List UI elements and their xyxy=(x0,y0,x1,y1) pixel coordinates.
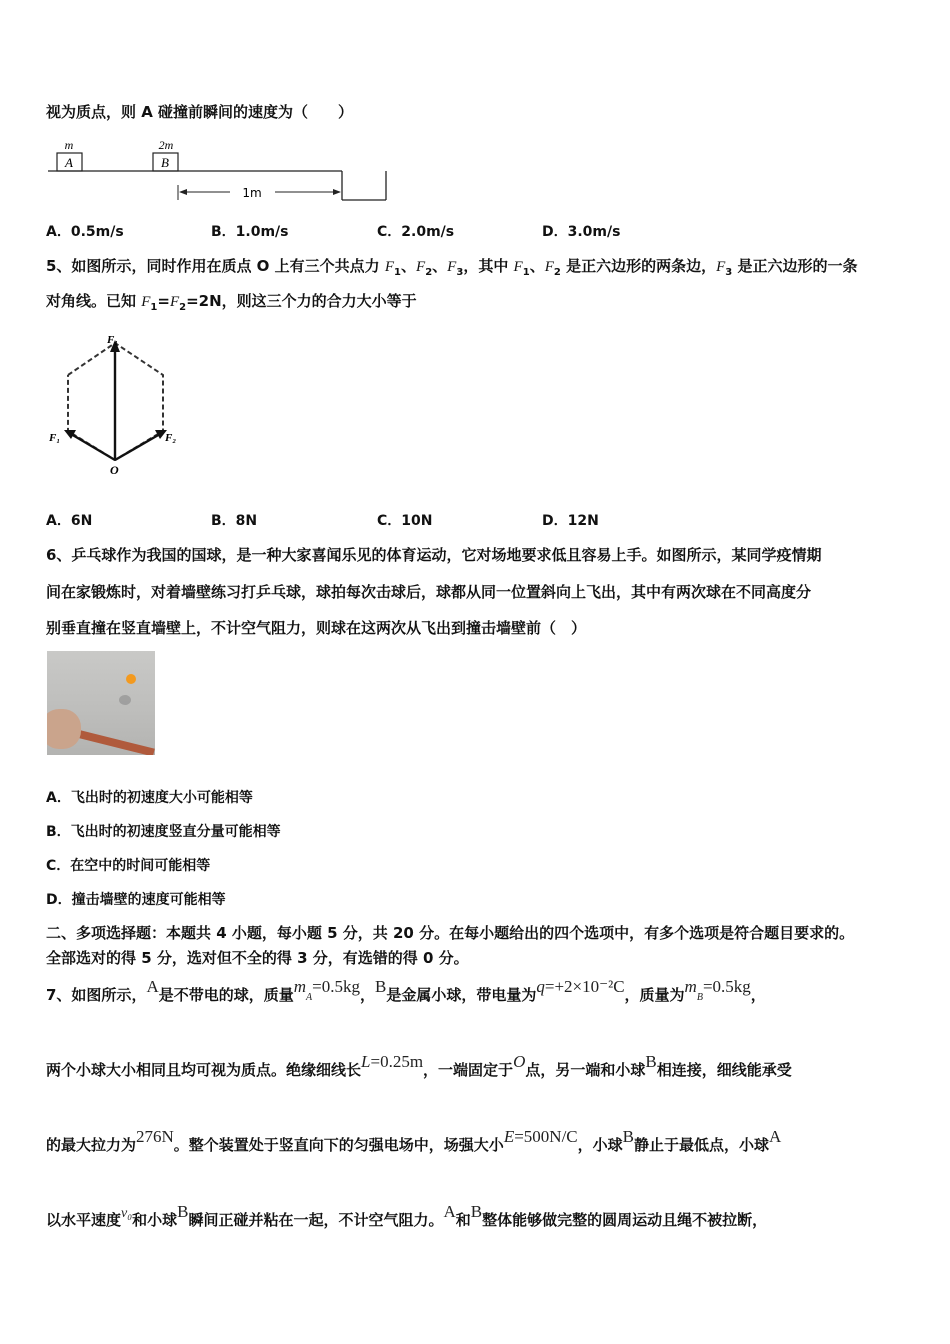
q6-line-1: 6、乒乓球作为我国的国球，是一种大家喜闻乐见的体育运动，它对场地要求低且容易上手。如图所示，某同学疫情期 xyxy=(46,546,822,564)
q5-line-1: 5、如图所示，同时作用在质点 O 上有三个共点力 $F_1$、$F_2$、$F_3$，其中 $F_1$、$F_2$ 是正六边形的两条边，$F_3$ 是正六边形的一条 xyxy=(46,257,858,278)
q5-option-a[interactable]: A．6N xyxy=(46,513,93,529)
q6-line-2: 间在家锻炼时，对着墙壁练习打乒乓球，球拍每次击球后，球都从同一位置斜向上飞出，其中有两次球在不同高度分 xyxy=(46,583,812,601)
q7-line-4: 以水平速度v₀和小球B瞬间正碰并粘在一起，不计空气阻力。A和B整体能够做完整的圆周运动且绳不被拉断， xyxy=(46,1202,768,1229)
q4-label-a: A xyxy=(65,155,73,170)
q4-option-a[interactable]: A．0.5m/s xyxy=(46,224,124,240)
q5-option-d[interactable]: D．12N xyxy=(542,513,599,529)
q7-line-1: 7、如图所示，A是不带电的球，质量$m_A=0.5kg$，B是金属小球，带电量为q=+2×10⁻²C，质量为$m_B=0.5kg$， xyxy=(46,977,766,1004)
q6-option-d[interactable]: D．撞击墙壁的速度可能相等 xyxy=(46,892,226,908)
q5-line-2: 对角线。已知 $F_1=F_2=2N$，则这三个力的合力大小等于 xyxy=(46,292,417,313)
section2-line-1: 二、多项选择题：本题共 4 小题，每小题 5 分，共 20 分。在每小题给出的四个选项中，有多个选项是符合题目要求的。 xyxy=(46,924,855,942)
q4-option-d[interactable]: D．3.0m/s xyxy=(542,224,621,240)
q4-figure xyxy=(40,134,400,206)
hand xyxy=(47,709,81,749)
q5-label-f1: F₁ xyxy=(107,334,119,346)
q4-distance: 1m xyxy=(242,186,262,200)
q5-option-c[interactable]: C．10N xyxy=(377,513,433,529)
ball-shadow xyxy=(119,695,131,705)
table-tennis-photo xyxy=(47,651,155,755)
q4-stem-tail: 视为质点，则 A 碰撞前瞬间的速度为（ ） xyxy=(46,103,354,121)
q6-option-c[interactable]: C．在空中的时间可能相等 xyxy=(46,858,211,874)
q5-option-b[interactable]: B．8N xyxy=(211,513,258,529)
section2-line-2: 全部选对的得 5 分，选对但不全的得 3 分，有选错的得 0 分。 xyxy=(46,949,469,967)
q4-option-c[interactable]: C．2.0m/s xyxy=(377,224,455,240)
q4-option-b[interactable]: B．1.0m/s xyxy=(211,224,289,240)
q5-label-f3: F₁ xyxy=(49,432,61,444)
q6-option-a[interactable]: A．飞出时的初速度大小可能相等 xyxy=(46,790,253,806)
q6-option-b[interactable]: B．飞出时的初速度竖直分量可能相等 xyxy=(46,824,281,840)
q7-line-2: 两个小球大小相同且均可视为质点。绝缘细线长L=0.25m，一端固定于O点，另一端和小球B相连接，细线能承受 xyxy=(46,1052,792,1079)
q5-label-o: O xyxy=(110,463,119,477)
ping-pong-ball xyxy=(126,674,136,684)
q5-hexagon-figure xyxy=(44,328,194,480)
q7-line-3: 的最大拉力为276N。整个装置处于竖直向下的匀强电场中，场强大小E=500N/C，小球B静止于最低点，小球A xyxy=(46,1127,782,1154)
q5-label-f2: F₂ xyxy=(165,432,177,444)
q4-mass-a: m xyxy=(64,138,74,152)
q4-mass-b: 2m xyxy=(158,138,174,152)
q4-label-b: B xyxy=(161,155,169,170)
q6-line-3: 别垂直撞在竖直墙壁上，不计空气阻力，则球在这两次从飞出到撞击墙壁前（ ） xyxy=(46,619,587,637)
